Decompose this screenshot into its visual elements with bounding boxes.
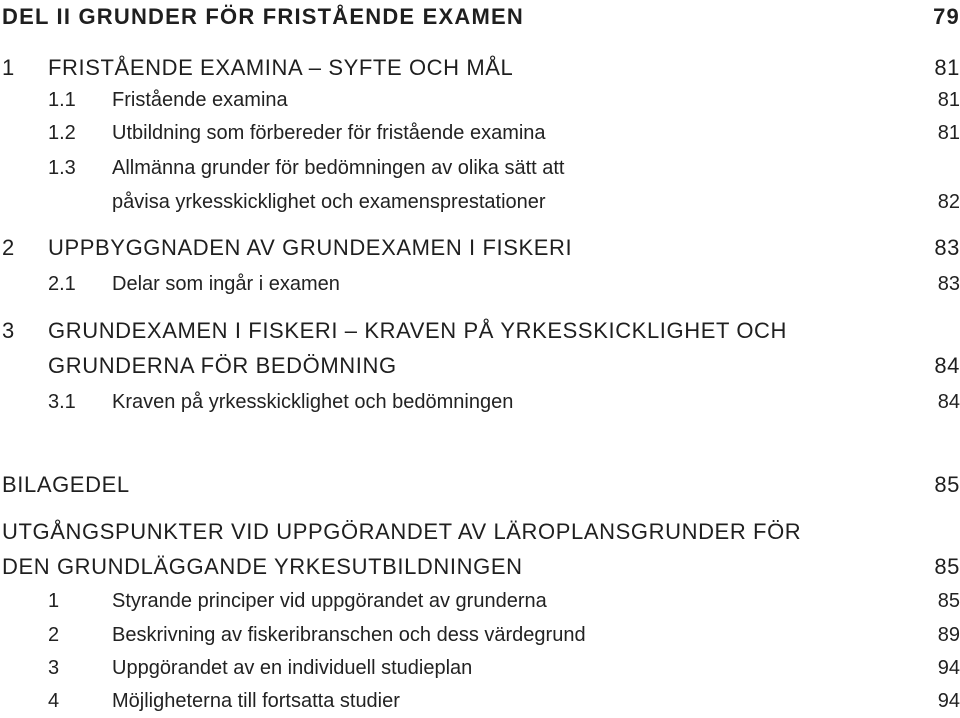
toc-utg-item-title: Styrande principer vid uppgörandet av grunderna	[112, 590, 547, 612]
toc-utg-item-title: Möjligheterna till fortsatta studier	[112, 690, 400, 712]
toc-part2-page: 79	[933, 4, 960, 29]
toc-ch2-page: 83	[934, 235, 960, 260]
toc-ch3-title-line1: GRUNDEXAMEN I FISKERI – KRAVEN PÅ YRKESSKICKLIGHET OCH	[48, 318, 788, 343]
toc-appendix-title: BILAGEDEL	[2, 472, 130, 497]
toc-utg-item-number: 2	[48, 624, 60, 646]
toc-1-3-number: 1.3	[48, 157, 76, 179]
toc-1-2-number: 1.2	[48, 122, 76, 144]
toc-ch2-number: 2	[2, 235, 15, 260]
toc-utg-item-page: 85	[937, 590, 960, 612]
toc-utg-item-page: 94	[937, 690, 960, 712]
toc-1-2-title: Utbildning som förbereder för fristående examina	[112, 122, 546, 144]
toc-2-1-title: Delar som ingår i examen	[112, 273, 340, 295]
toc-utg-item-title: Uppgörandet av en individuell studieplan	[112, 657, 473, 679]
toc-1-1-number: 1.1	[48, 89, 76, 111]
toc-utg-title-line1: UTGÅNGSPUNKTER VID UPPGÖRANDET AV LÄROPLANSGRUNDER FÖR	[2, 519, 802, 544]
toc-appendix-page: 85	[934, 472, 960, 497]
toc-ch3-number: 3	[2, 318, 15, 343]
toc-utg-item-number: 1	[48, 590, 60, 612]
toc-1-3-title-line1: Allmänna grunder för bedömningen av olika sätt att	[112, 157, 565, 179]
toc-utg-item-page: 89	[937, 624, 960, 646]
toc-3-1-number: 3.1	[48, 391, 76, 413]
toc-3-1-page: 84	[937, 391, 960, 413]
toc-2-1-page: 83	[937, 273, 960, 295]
toc-utg-title-line2: DEN GRUNDLÄGGANDE YRKESUTBILDNINGEN	[2, 554, 523, 579]
toc-1-3-title-line2: påvisa yrkesskicklighet och examensprestationer	[112, 191, 546, 213]
toc-ch1-page: 81	[934, 55, 960, 80]
toc-utg-item-number: 3	[48, 657, 60, 679]
toc-utg-page: 85	[934, 554, 960, 579]
toc-utg-item-title: Beskrivning av fiskeribranschen och dess värdegrund	[112, 624, 586, 646]
toc-1-1-title: Fristående examina	[112, 89, 288, 111]
toc-ch1-number: 1	[2, 55, 15, 80]
toc-utg-item-page: 94	[937, 657, 960, 679]
toc-1-3-page: 82	[937, 191, 960, 213]
toc-1-1-page: 81	[937, 89, 960, 111]
toc-ch2-title: UPPBYGGNADEN AV GRUNDEXAMEN I FISKERI	[48, 235, 573, 260]
toc-ch1-title: FRISTÅENDE EXAMINA – SYFTE OCH MÅL	[48, 55, 514, 80]
toc-utg-item-number: 4	[48, 690, 60, 712]
toc-ch3-title-line2: GRUNDERNA FÖR BEDÖMNING	[48, 353, 397, 378]
toc-1-2-page: 81	[937, 122, 960, 144]
toc-ch3-page: 84	[934, 353, 960, 378]
toc-3-1-title: Kraven på yrkesskicklighet och bedömningen	[112, 391, 514, 413]
toc-part2-title: DEL II GRUNDER FÖR FRISTÅENDE EXAMEN	[2, 4, 524, 29]
toc-2-1-number: 2.1	[48, 273, 76, 295]
